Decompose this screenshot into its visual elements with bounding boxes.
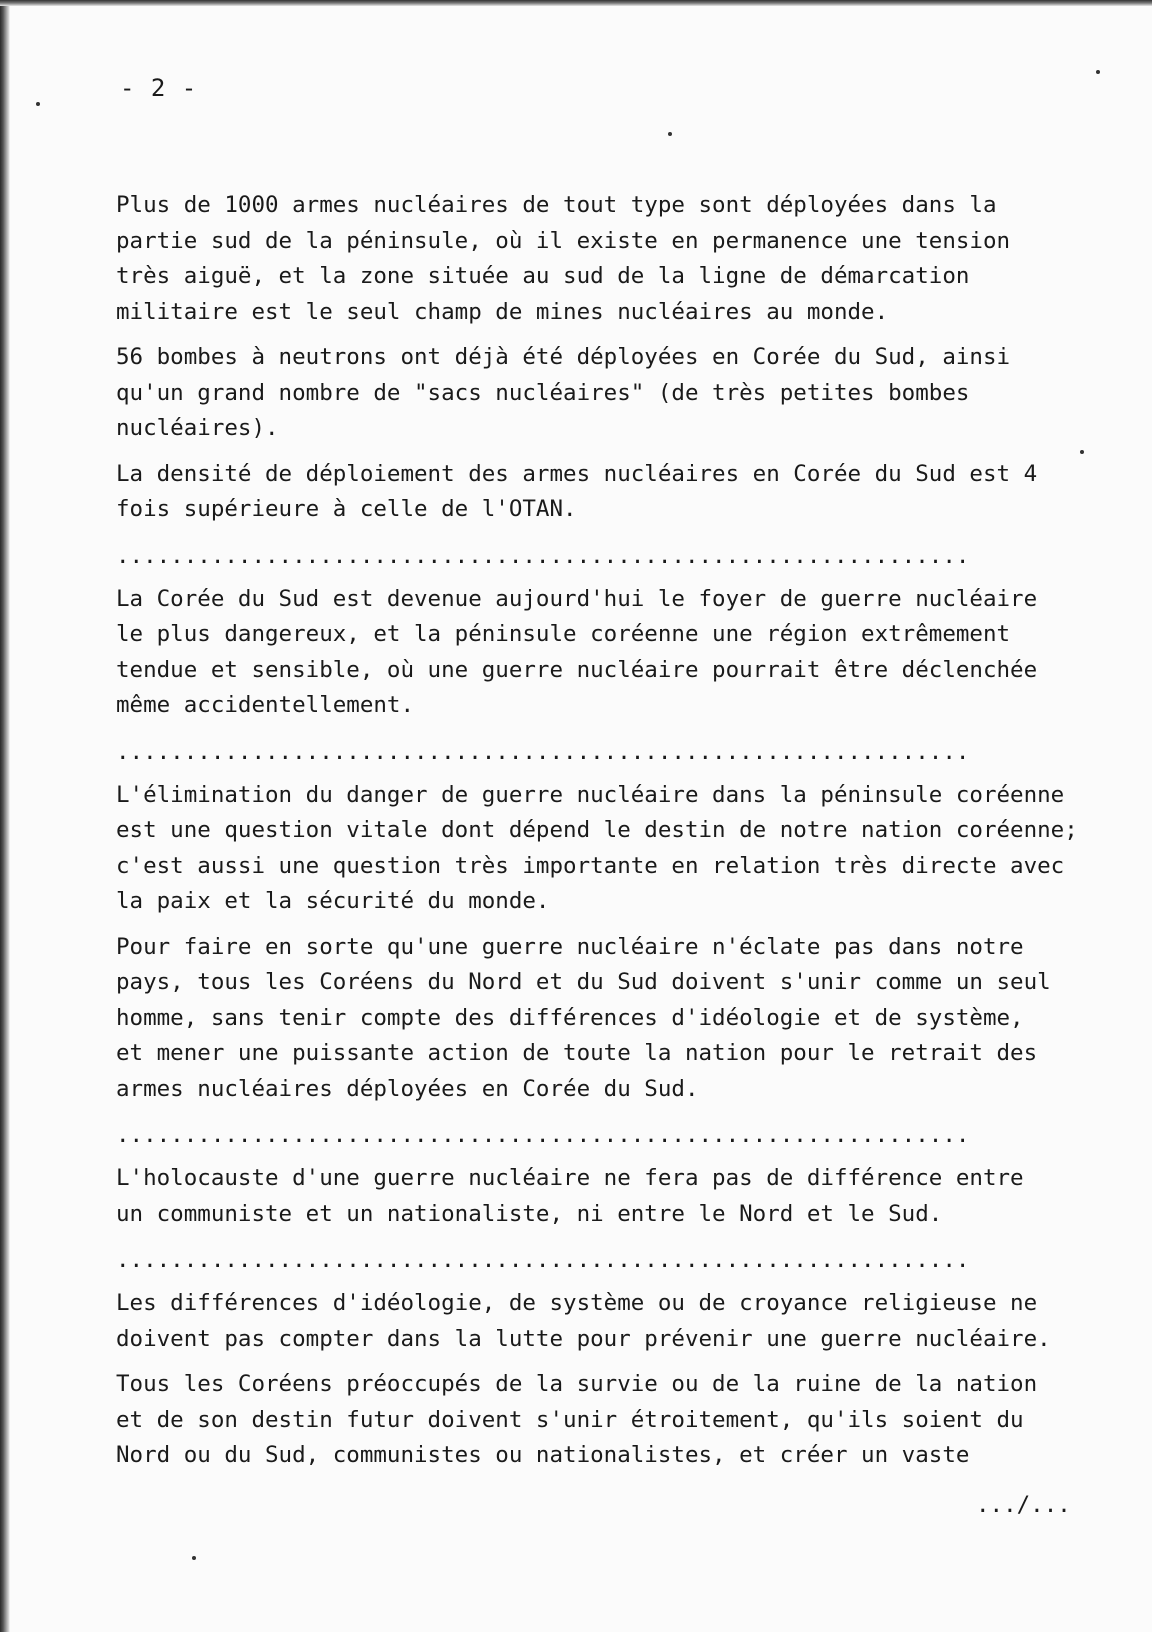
paragraph-elimination-danger: L'élimination du danger de guerre nucléaire dans la péninsule coréenne est une question vitale dont dépend le destin de notre nation coréenne; c'est aussi une question très importante en relation très directe avec la paix et la sécurité du monde. (116, 781, 1078, 914)
ellipsis-separator: ............................................................... (116, 1122, 970, 1148)
paragraph-deployment-density: La densité de déploiement des armes nucléaires en Corée du Sud est 4 fois supérieure à celle de l'OTAN. (116, 460, 1038, 522)
scan-speck (668, 132, 672, 136)
page-number: - 2 - (120, 74, 198, 102)
paragraph-all-koreans: Tous les Coréens préoccupés de la survie ou de la ruine de la nation et de son destin futur doivent s'unir étroitement, qu'ils soient du Nord ou du Sud, communistes ou nationalistes, et créer un vaste (116, 1371, 1038, 1468)
scan-speck (1096, 70, 1100, 74)
scan-edge-top (0, 0, 1152, 6)
paragraph-ideology-differences: Les différences d'idéologie, de système ou de croyance religieuse ne doivent pas compter dans la lutte pour prévenir une guerre nucléaire. (116, 1290, 1051, 1352)
paragraph-nuclear-arms-count: Plus de 1000 armes nucléaires de tout type sont déployées dans la partie sud de la péninsule, où il existe en permanence une tension très aiguë, et la zone située au sud de la ligne de démarcation militaire est le seul champ de mines nucléaires au monde. (116, 192, 1011, 325)
paragraph-neutron-bombs: 56 bombes à neutrons ont déjà été déployées en Corée du Sud, ainsi qu'un grand nombre de "sacs nucléaires" (de très petites bombes nucléaires). (116, 344, 1011, 441)
paragraph-danger-focus: La Corée du Sud est devenue aujourd'hui le foyer de guerre nucléaire le plus dangereux, et la péninsule coréenne une région extrêmement tendue et sensible, où une guerre nucléaire pourrait être déclenchée même accidentellement. (116, 585, 1038, 718)
scan-speck (36, 102, 40, 106)
paragraph-holocaust: L'holocauste d'une guerre nucléaire ne fera pas de différence entre un communiste et un nationaliste, ni entre le Nord et le Sud. (116, 1165, 1024, 1227)
document-body (116, 188, 1126, 1484)
ellipsis-separator: ............................................................... (116, 1247, 970, 1273)
continuation-mark: .../... (976, 1492, 1071, 1518)
paragraph-unity-action: Pour faire en sorte qu'une guerre nucléaire n'éclate pas dans notre pays, tous les Coréens du Nord et du Sud doivent s'unir comme un seul homme, sans tenir compte des différences d'idéologie et de système, et mener une puissante action de toute la nation pour le retrait des armes nucléaires déployées en Corée du Sud. (116, 933, 1051, 1102)
scan-edge-left (0, 0, 10, 1632)
scan-speck (192, 1556, 196, 1560)
ellipsis-separator: ............................................................... (116, 542, 970, 569)
ellipsis-separator: ............................................................... (116, 738, 970, 765)
